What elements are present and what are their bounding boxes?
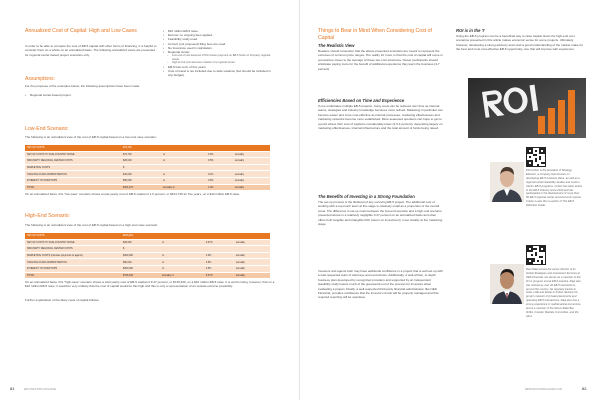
- high-scenario-summary: On an annualized basis, this "high-case" scenario shows a total yearly cost of EB-5 capital of 9.47 percent, or $746,646, on a $10 million EB-5 raise. It is worth noting, however, that on a $10 million EB-5 raise, it would be very unlikely that the cost of capital would be this high and this is only a representation of an outside extreme possibility.: [25, 280, 275, 289]
- author-photo-cohen: [490, 162, 524, 202]
- qr-pattern: [527, 246, 545, 264]
- intro-text: In order to be able to compare the cost of EB-5 capital with other forms of financing, it is helpful to consider them on a whole on an annualized basis. The following annualized views are presented for regional center-based project scenarios only.: [25, 44, 157, 57]
- high-scenario-title: High-End Scenario:: [25, 213, 70, 219]
- page-number: 82: [582, 386, 587, 391]
- table-row: ONGOING FUND ADMINISTRATION $50,000 or 0.5% annually: [25, 259, 270, 266]
- high-scenario-table: [25, 233, 270, 279]
- assumptions-text: For the purposes of the examples below, the following assumptions have been made:: [25, 84, 141, 88]
- table-row: SET-UP COSTS $74,746: [25, 145, 270, 151]
- table-row: 3RD-PARTY REGIONAL CENTER COSTS $25,000 or 0.5% annually: [25, 158, 270, 165]
- list-item: • No insurance used in calculation.: [163, 46, 275, 50]
- roi-bar: [558, 100, 565, 134]
- list-item: • Regional center:: [163, 50, 275, 54]
- list-item: • Cost of travel is not included due to wide variance (but should be included in any budget).: [163, 69, 275, 77]
- section-text: Investors and agents both may have additional confidence in a project that is well set up with a well-respected team of attorneys and economists. Additionally, a well-written, in-depth business plan developed by recognized providers and supported by an independent feasibility study lowers much of the guesswork out of the process for investors when evaluating a project. Finally, a well-respected third-party financial administrator, like NES Financial, provides confidence that the investor's funds will be properly managed and that required reporting will be seamless.: [318, 269, 443, 300]
- section-text: The set-up process is the lifeblood of any surviving EB-5 project. The additional cost of working with a top-notch team at this stage is relatively small as a proportion of the overall costs. The difference in set-up costs between the low-end scenario and a high-end scenario presented above is a relatively negligible 0.47 percent on an annualized basis and often offers both tangible and intangible ROI (return on investment), most notably at the marketing stage.: [318, 200, 443, 227]
- assumptions-list: [25, 93, 155, 97]
- list-item: • $10 million EB-5 raise.: [163, 29, 275, 33]
- low-scenario-intro: The following is an annualized view of the cost of EB-5 capital based on a low-cost case scenario:: [25, 135, 157, 139]
- low-scenario-summary: On an annualized basis, this "low-case" scenario shows a total yearly cost of EB-5 capital of 1.0 percent, or $104,746 for five years, on a $10 million EB-5 raise.: [25, 192, 241, 196]
- section-text: If one undertakes multiple EB-5 projects, many costs can be reduced over time as internal teams, strategies and industry knowledge becomes more refined. Marketing in particular can become easier and more cost-effective as internal processes, marketing effectiveness and marketing networks become more established. More seasoned operators can hope to get to a point where their cost of capital is considerably lower (2-5.4 percent), depending largely on marketing effectiveness, internal infrastructure and the total amount of funds being raised.: [318, 104, 443, 131]
- list-item: – High end of cost assumes creation of a regional center.: [163, 61, 275, 65]
- list-item: – Low end of cost assumes 0.5% investor payment on EB-5 funds on 3rd-party regional center.: [163, 54, 275, 61]
- high-scenario-intro: The following is an annualized view of the cost of EB-5 capital based on a high-cost case scenario:: [25, 223, 158, 227]
- footer-text: EB5 INVESTORS MAGAZINE: [24, 388, 57, 391]
- table-row: ONGOING FUND ADMINISTRATION $10,000 or 0.1% annually: [25, 171, 270, 178]
- section-text: Readers should remember that the above-presented scenarios are meant to represent the extremes of common price ranges. The reality for most, is that the cost of capital will come in somewhere closer to the average of these two cost structures. Newer participants should anticipate paying more for the benefit of additional experience they learn the business (4-7 percent).: [318, 49, 443, 71]
- list-item: • Current (not proposed) filing fees are used.: [163, 42, 275, 46]
- table-row: MARKETING COSTS (includes payments to agents) $400,000 or 4.0% annually: [25, 252, 270, 259]
- table-row: MARKETING COSTS $: [25, 164, 270, 171]
- section-heading: Efficiencies Based on Time and Experience: [318, 98, 405, 103]
- table-row: 3RD-PARTY REGIONAL CENTER COSTS $: [25, 246, 270, 253]
- roi-bar: [538, 116, 545, 134]
- assumption-item: • Regional center-based project.: [25, 93, 155, 97]
- table-row: SET-UP COSTS TO DUE-COUNTRY RAISE $74,746 or 0.3% annually: [25, 151, 270, 158]
- table-row: INTEREST TO INVESTORS $50,000 or 0.5% annually: [25, 177, 270, 184]
- list-item: • Feasibility study used.: [163, 37, 275, 41]
- table-row: INTEREST TO INVESTORS $250,000 or 2.5% annually: [25, 265, 270, 272]
- qr-code: [526, 147, 546, 167]
- article-title: Things to Bear in Mind When Considering Cost of Capital: [318, 28, 432, 41]
- roi-graphic: [468, 78, 586, 138]
- list-item: • EB-5 loan term of five years.: [163, 65, 275, 69]
- page-number: 81: [10, 386, 15, 391]
- roi-bar: [548, 108, 555, 134]
- section-title: Annualized Cost of Capital: High and Low Cases: [25, 28, 137, 34]
- high-scenario-further: Further explanation of the likely costs of capital follows.: [25, 298, 100, 302]
- author-photo-patel: [490, 264, 524, 304]
- roi-text: Using the EB-5 program can be a beneficial way to raise capital. Even the high-end cost scenarios presented in this article makes economic sense for some projects. Ultimately, however, developing a strong advisory team and a good understanding of the market make for the best and most cost-effective EB-5 opportunity, one that will improve with experience.: [456, 34, 584, 52]
- low-scenario-title: Low-End Scenario:: [25, 126, 69, 132]
- table-row: SET-UP COSTS $233,231: [25, 233, 270, 239]
- list-item: • Escrow: no ongoing fees applied.: [163, 33, 275, 37]
- table-row: SET-UP COSTS TO DUE-COUNTRY RAISE $46,646 or 0.47% annually: [25, 239, 270, 246]
- section-heading: The Realistic View: [318, 43, 355, 48]
- roi-heading: ROI is in the 'I': [456, 28, 485, 33]
- table-row-total: TOTAL $104,476 annually or 1.0% annually: [25, 184, 270, 191]
- table-row-total: TOTAL $746,646 annually or 9.47% annually: [25, 272, 270, 279]
- author-bio-cohen: Phil Cohen is the president of Strategy Element, a company that focuses on developing EB-5 business plans, as well as a regional center feasibility studies and custom clients' EB-5 programs. Cohen has been active in the EB-5 industry since 2010 and has participated in the development of more than 80 EB-5 regional center and economic reports. Cohen is also the co-author of The EB-5 Definitive Guide.: [526, 169, 582, 208]
- qr-pattern: [527, 148, 545, 166]
- low-scenario-table: [25, 145, 270, 191]
- qr-code: [526, 245, 546, 265]
- roi-bar: [568, 90, 575, 134]
- footer-text: EB5INVESTORSMAGAZINE.COM: [525, 388, 563, 391]
- author-bio-patel: Ravi Patel serves the senior director of its Global Strategies and Investment Services at NES Financial. He serves as a member of the firm's program and at EB-5 practice. Raja also has worked as over 20 EB-5 transactions, around the country. He regularly travels to India, UAE and Dubai to further develop his group's network of private placements and operating EB-5 transactions. Raja also has a strong experience in mathematical economics, and is a member of the Illinois State Bar, IIUSA, Investor Markets Committee, and the AILA.: [526, 268, 582, 318]
- section-heading: The Benefits of Investing in a Strong Foundation: [318, 194, 415, 199]
- assumptions-title: Assumptions:: [25, 76, 56, 82]
- assumptions-detail-list: [163, 29, 275, 78]
